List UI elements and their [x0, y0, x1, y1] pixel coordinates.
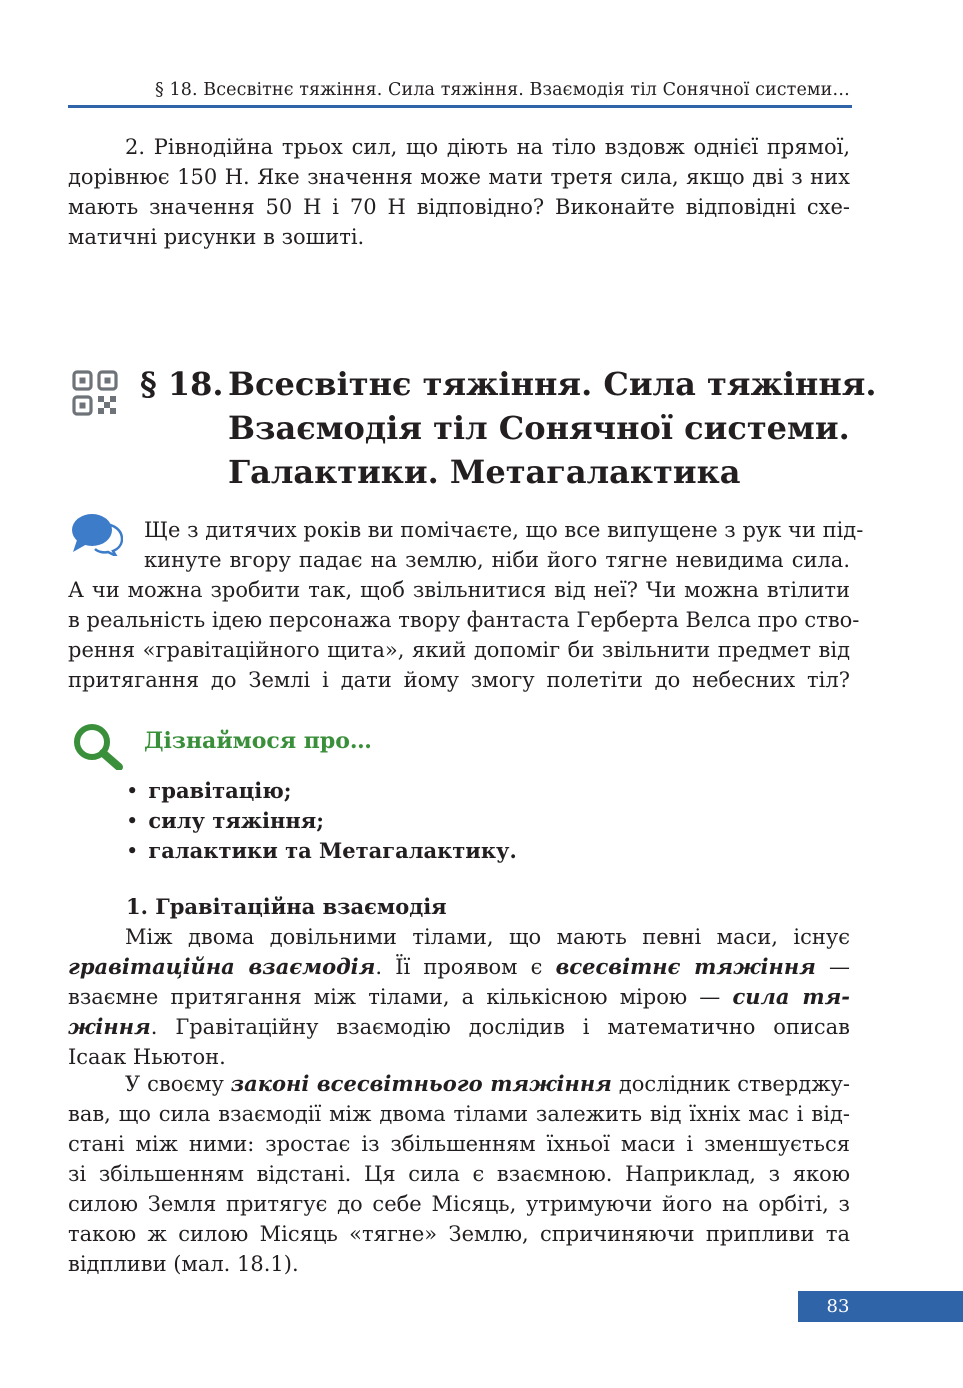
list-item: • силу тяжіння; [126, 806, 517, 836]
text-run: . Її проявом є [375, 955, 556, 979]
term: сила тя- [732, 984, 851, 1009]
intro-line: А чи можна зробити так, щоб звільнитися від неї? Чи можна втілити [68, 578, 850, 602]
text-run: дослідник стверджу- [611, 1072, 850, 1096]
section-heading: 1. Гравітаційна взаємодія [126, 894, 447, 919]
intro-line: притягання до Землі і дати йому змогу полетіти до небесних тіл? [68, 668, 850, 692]
paragraph-line: Ісаак Ньютон. [68, 1045, 226, 1069]
learn-title: Дізнаймося про… [144, 728, 372, 754]
list-item: • гравітацію; [126, 776, 517, 806]
paragraph-line: відпливи (мал. 18.1). [68, 1252, 299, 1276]
task-2-line: 2. Рівнодійна трьох сил, що діють на тіло вздовж однієї прямої, [125, 135, 850, 159]
paragraph-line: вав, що сила взаємодії між двома тілами залежить від їхніх мас і від- [68, 1102, 850, 1126]
text-run: . Гравітаційну взаємодію дослідив і математично описав [150, 1015, 850, 1039]
list-item: • галактики та Метагалактику. [126, 836, 517, 866]
learn-list [126, 776, 517, 866]
term: всесвітнє тяжіння [555, 954, 816, 979]
task-2 [68, 132, 850, 252]
paragraph-line: зі збільшенням відстані. Ця сила є взаємною. Наприклад, з якою [68, 1162, 850, 1186]
header-rule [68, 105, 852, 108]
term: гравітаційна взаємодія [68, 954, 376, 979]
term: жіння [68, 1014, 151, 1039]
section-title-line: Галактики. Метагалактика [228, 453, 741, 491]
paragraph-line: стані між ними: зростає із збільшенням їхньої маси і зменшується [68, 1132, 850, 1156]
text-run: взаємне притягання між тілами, а кількісною мірою — [68, 985, 733, 1009]
section-number: § 18. [140, 365, 224, 403]
running-header: § 18. Всесвітнє тяжіння. Сила тяжіння. Взаємодія тіл Сонячної системи… [154, 80, 850, 100]
page-number: 83 [826, 1296, 850, 1317]
text-run: — [815, 955, 850, 979]
section-1-paragraph-1 [68, 922, 850, 1072]
paragraph-line: такою ж силою Місяць «тягне» Землю, спричиняючи припливи та [68, 1222, 850, 1246]
task-2-line: дорівнює 150 Н. Яке значення може мати третя сила, якщо дві з них [68, 165, 850, 189]
intro-line: кинуте вгору падає на землю, ніби його тягне невидима сила. [144, 548, 850, 572]
paragraph-line [68, 1012, 850, 1042]
task-2-line: мають значення 50 Н і 70 Н відповідно? Виконайте відповідні схе- [68, 195, 850, 219]
magnifier-icon [72, 722, 124, 770]
page-number-tab [798, 1291, 963, 1322]
section-1-paragraph-2 [68, 1069, 850, 1279]
paragraph-line [68, 952, 850, 982]
paragraph-line [68, 982, 850, 1012]
task-2-line: матичні рисунки в зошиті. [68, 225, 365, 249]
paragraph-line: Між двома довільними тілами, що мають певні маси, існує [125, 925, 850, 949]
section-title [140, 362, 877, 494]
paragraph-line [68, 1069, 850, 1099]
intro-line: Ще з дитячих років ви помічаєте, що все випущене з рук чи під- [144, 518, 864, 542]
section-title-line: Взаємодія тіл Сонячної системи. [228, 409, 850, 447]
qr-code-icon[interactable] [72, 370, 118, 416]
paragraph-line: силою Земля притягує до себе Місяць, утримуючи його на орбіті, з [68, 1192, 850, 1216]
text-run: У своєму [125, 1072, 231, 1096]
intro-paragraph [68, 515, 864, 695]
intro-line: в реальність ідею персонажа твору фантаста Герберта Велса про ство- [68, 608, 860, 632]
intro-line: рення «гравітаційного щита», який допоміг би звільнити предмет від [68, 638, 850, 662]
section-title-line: Всесвітнє тяжіння. Сила тяжіння. [228, 365, 877, 403]
term: законі всесвітнього тяжіння [230, 1071, 612, 1096]
